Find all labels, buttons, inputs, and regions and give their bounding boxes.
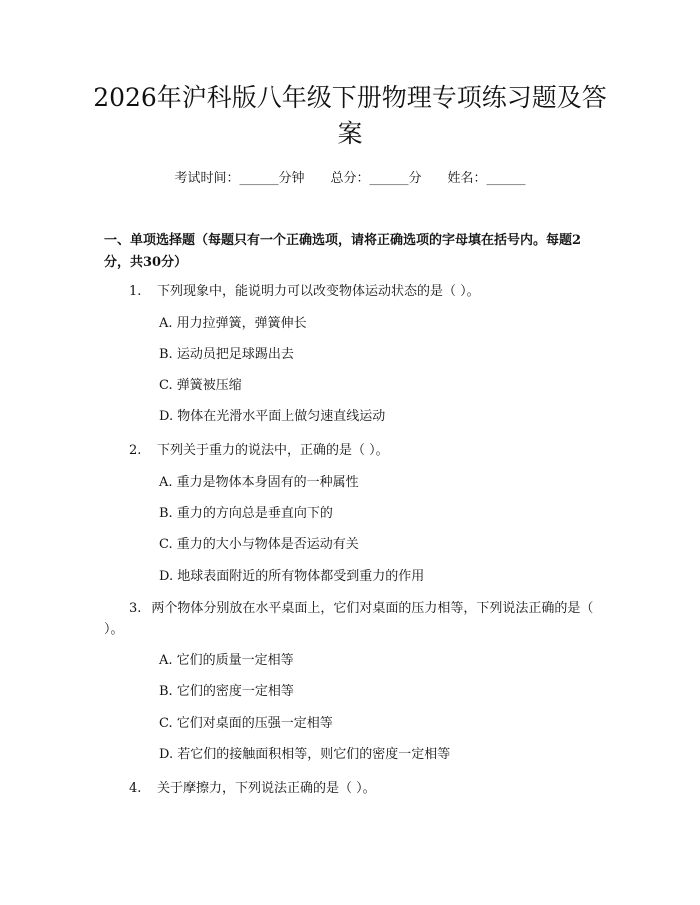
question-number: 2. — [129, 443, 142, 458]
question-number: 3. — [129, 601, 142, 616]
question-2-option-a: A. 重力是物体本身固有的一种属性 — [159, 475, 359, 490]
question-3-option-a: A. 它们的质量一定相等 — [159, 653, 294, 668]
question-3 — [104, 598, 600, 640]
question-1-option-b: B. 运动员把足球踢出去 — [159, 347, 294, 362]
exam-score: 总分：______分 — [330, 171, 422, 186]
question-text: 下列关于重力的说法中，正确的是（ ）。 — [157, 443, 389, 458]
question-1-option-a: A. 用力拉弹簧，弹簧伸长 — [159, 316, 307, 331]
question-number: 1. — [129, 284, 142, 299]
exam-time: 考试时间：______分钟 — [174, 171, 305, 186]
question-4 — [129, 778, 599, 799]
question-1 — [129, 281, 599, 302]
question-2-option-c: C. 重力的大小与物体是否运动有关 — [159, 537, 359, 552]
question-3-option-b: B. 它们的密度一定相等 — [159, 684, 294, 699]
question-1-option-d: D. 物体在光滑水平面上做匀速直线运动 — [159, 409, 386, 424]
student-name: 姓名：______ — [447, 171, 526, 186]
question-3-option-d: D. 若它们的接触面积相等，则它们的密度一定相等 — [159, 747, 451, 762]
question-3-option-c: C. 它们对桌面的压强一定相等 — [159, 716, 333, 731]
question-text: 两个物体分别放在水平桌面上，它们对桌面的压力相等，下列说法正确的是（ ）。 — [104, 601, 594, 637]
question-2-option-d: D. 地球表面附近的所有物体都受到重力的作用 — [159, 569, 425, 584]
question-text: 关于摩擦力，下列说法正确的是（ ）。 — [157, 781, 376, 796]
page-title: 2026年沪科版八年级下册物理专项练习题及答案 — [93, 83, 607, 148]
question-number: 4. — [129, 781, 142, 796]
question-2 — [129, 440, 599, 461]
question-2-option-b: B. 重力的方向总是垂直向下的 — [159, 506, 333, 521]
section-heading: 一、单项选择题（每题只有一个正确选项，请将正确选项的字母填在括号内。每题2分，共30分） — [104, 233, 582, 270]
question-1-option-c: C. 弹簧被压缩 — [159, 378, 242, 393]
question-text: 下列现象中，能说明力可以改变物体运动状态的是（ ）。 — [157, 284, 480, 299]
exam-meta — [0, 170, 700, 188]
